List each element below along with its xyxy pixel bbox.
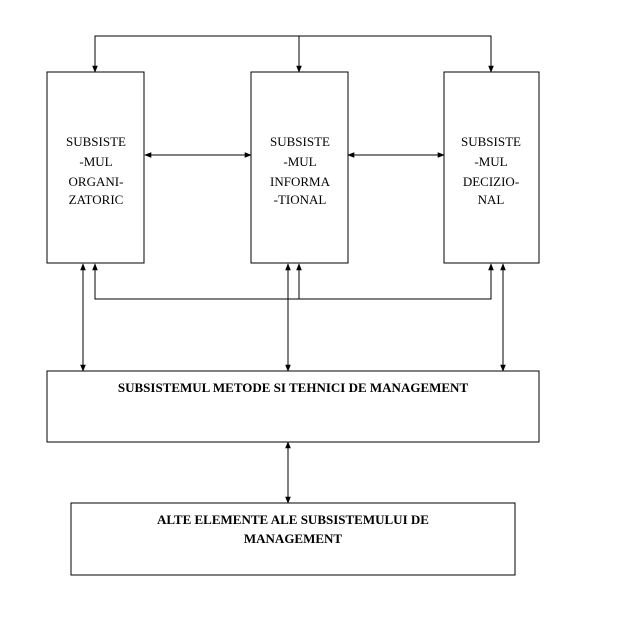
node-label-line: ALTE ELEMENTE ALE SUBSISTEMULUI DE xyxy=(157,512,429,527)
node-subsystem-informational xyxy=(251,72,348,263)
node-label-line: -MUL xyxy=(474,154,508,169)
node-methods-subsystem xyxy=(47,371,539,442)
node-label-line: -MUL xyxy=(79,154,113,169)
node-label-line: INFORMA xyxy=(270,174,330,189)
node-label-line: ORGANI- xyxy=(68,174,124,189)
node-label-line: SUBSISTE xyxy=(461,134,521,149)
node-label-line: SUBSISTE xyxy=(270,134,330,149)
node-label-line: ZATORIC xyxy=(68,192,124,207)
node-label-line: SUBSISTE xyxy=(66,134,126,149)
node-label-line: DECIZIO- xyxy=(462,174,520,189)
bottom-connector xyxy=(95,264,491,299)
node-subsystem-decizional xyxy=(444,72,539,263)
top-connector xyxy=(95,36,491,72)
node-label-line: -TIONAL xyxy=(273,192,327,207)
node-label-line: NAL xyxy=(477,192,505,207)
node-label-line: -MUL xyxy=(283,154,317,169)
node-label: SUBSISTEMUL METODE SI TEHNICI DE MANAGEMENT xyxy=(117,380,469,395)
node-other-elements xyxy=(71,503,515,575)
node-label-line: MANAGEMENT xyxy=(243,531,343,546)
node-subsystem-organizatoric xyxy=(47,72,144,263)
